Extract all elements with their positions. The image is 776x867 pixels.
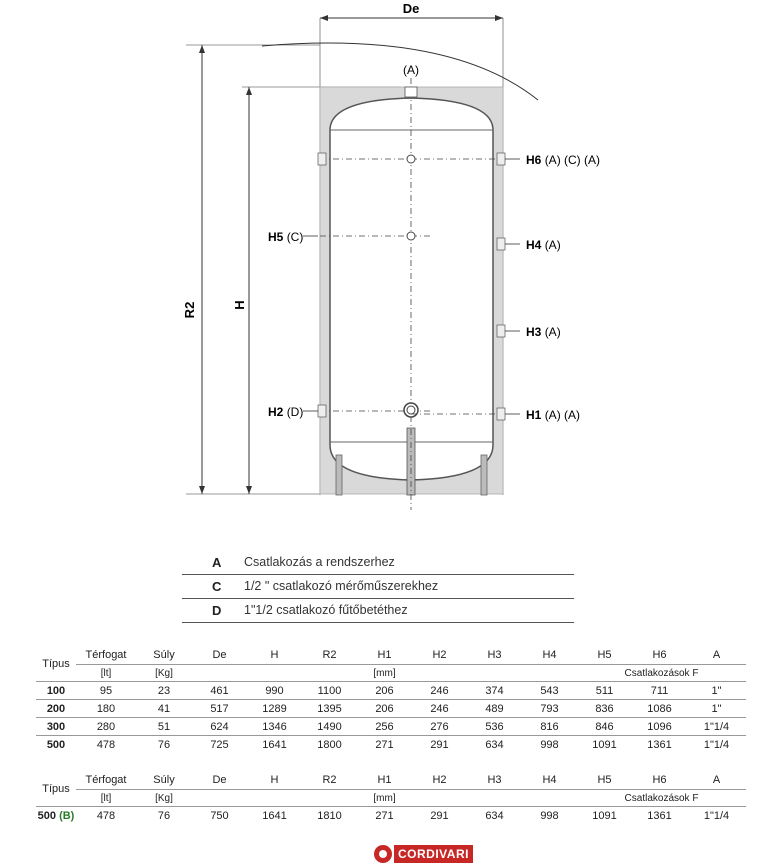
h4-label: H4 (A) [526,238,561,252]
cell: 291 [412,807,467,825]
cell: 271 [357,736,412,754]
cell: 1641 [247,736,302,754]
de-label: De [402,1,420,16]
unit-weight: [Kg] [136,665,192,682]
cell: 246 [412,682,467,700]
legend-desc: 1/2 " csatlakozó mérőműszerekhez [244,579,439,593]
unit-connections: Csatlakozások F [577,665,746,682]
h3-label: H3 (A) [526,325,561,339]
cell: 271 [357,807,412,825]
cell: 489 [467,700,522,718]
h1-label: H1 (A) (A) [526,408,581,422]
col-header: De [212,649,227,661]
table-row [36,807,746,825]
cell: 517 [192,700,247,718]
cell: 1"1/4 [687,807,746,825]
legend-row [182,551,574,575]
cell: 1" [687,682,746,700]
unit-volume: [lt] [76,665,136,682]
cell: 543 [522,682,577,700]
col-header: H [270,649,279,661]
col-header: H4 [542,774,557,786]
legend-desc: Csatlakozás a rendszerhez [244,555,395,569]
cell: 41 [136,700,192,718]
col-header: H3 [487,774,502,786]
col-header: H6 [652,649,667,661]
cell: 51 [136,718,192,736]
cell: 1361 [632,736,687,754]
cell: 206 [357,700,412,718]
cell: 1"1/4 [687,736,746,754]
cell: 100 [36,682,76,700]
cell: 76 [136,807,192,825]
unit-volume: [lt] [76,790,136,807]
col-header: R2 [322,774,337,786]
cell: 1"1/4 [687,718,746,736]
brand-logo [374,843,473,865]
spec-table-standard [36,646,746,753]
cell: 1395 [302,700,357,718]
cell: 1289 [247,700,302,718]
cell: 461 [192,682,247,700]
cell: 1490 [302,718,357,736]
table-row [36,736,746,754]
cell: 634 [467,736,522,754]
cell: 1091 [577,736,632,754]
unit-weight: [Kg] [136,790,192,807]
cell: 1" [687,700,746,718]
cell: 1091 [577,807,632,825]
cell: 1800 [302,736,357,754]
table-row [36,700,746,718]
col-header: Súly [153,774,175,786]
legend-key: C [212,579,222,594]
col-header: H2 [432,649,447,661]
cell: 1810 [302,807,357,825]
col-header: A [712,774,721,786]
cell: 374 [467,682,522,700]
cell: 246 [412,700,467,718]
cell: 711 [632,682,687,700]
legend-row [182,599,574,623]
cell: 291 [412,736,467,754]
col-header: H6 [652,774,667,786]
table-row [36,682,746,700]
cell: 1346 [247,718,302,736]
col-header: H [270,774,279,786]
legend-row [182,575,574,599]
cell: 998 [522,736,577,754]
cell: 1100 [302,682,357,700]
unit-mm: [mm] [357,790,412,807]
cell: 76 [136,736,192,754]
h2-label: H2 (D) [268,405,304,419]
col-header: H1 [377,774,392,786]
cell: 846 [577,718,632,736]
connection-legend [182,551,574,623]
cell: 500 (B) [36,807,76,825]
cell: 836 [577,700,632,718]
cell: 95 [76,682,136,700]
cell: 256 [357,718,412,736]
col-header: Térfogat [85,774,127,786]
legend-desc: 1"1/2 csatlakozó fűtőbetéthez [244,603,408,617]
cell: 300 [36,718,76,736]
h5-label: H5 (C) [268,230,304,244]
cell: 180 [76,700,136,718]
cell: 634 [467,807,522,825]
cell: 1641 [247,807,302,825]
cell: 725 [192,736,247,754]
legend-key: D [212,603,222,618]
col-header: Súly [153,649,175,661]
spec-table-variant-b [36,771,746,824]
unit-mm: [mm] [357,665,412,682]
cell: 1096 [632,718,687,736]
col-header: H5 [597,774,612,786]
cell: 200 [36,700,76,718]
type-header: Típus [42,782,70,795]
cell: 280 [76,718,136,736]
table-row [36,718,746,736]
legend-key: A [212,555,222,570]
col-header: H4 [542,649,557,661]
col-header: H1 [377,649,392,661]
cell: 478 [76,807,136,825]
type-header: Típus [42,657,70,670]
col-header: De [212,774,227,786]
h-label: H [232,300,247,310]
cell: 1086 [632,700,687,718]
cell: 478 [76,736,136,754]
col-header: Térfogat [85,649,127,661]
col-header: H2 [432,774,447,786]
cell: 998 [522,807,577,825]
top-connection-label: (A) [403,63,419,77]
cell: 624 [192,718,247,736]
cell: 276 [412,718,467,736]
col-header: A [712,649,721,661]
cell: 990 [247,682,302,700]
cell: 793 [522,700,577,718]
h6-label: H6 (A) (C) (A) [526,153,601,167]
brand-name: CORDIVARI [394,845,473,863]
col-header: R2 [322,649,337,661]
cell: 750 [192,807,247,825]
brand-mark-icon [374,845,392,863]
cell: 206 [357,682,412,700]
cell: 1361 [632,807,687,825]
cell: 23 [136,682,192,700]
col-header: H3 [487,649,502,661]
cell: 511 [577,682,632,700]
cell: 500 [36,736,76,754]
cell: 536 [467,718,522,736]
cell: 816 [522,718,577,736]
r2-label: R2 [182,301,197,319]
col-header: H5 [597,649,612,661]
unit-connections: Csatlakozások F [577,790,746,807]
